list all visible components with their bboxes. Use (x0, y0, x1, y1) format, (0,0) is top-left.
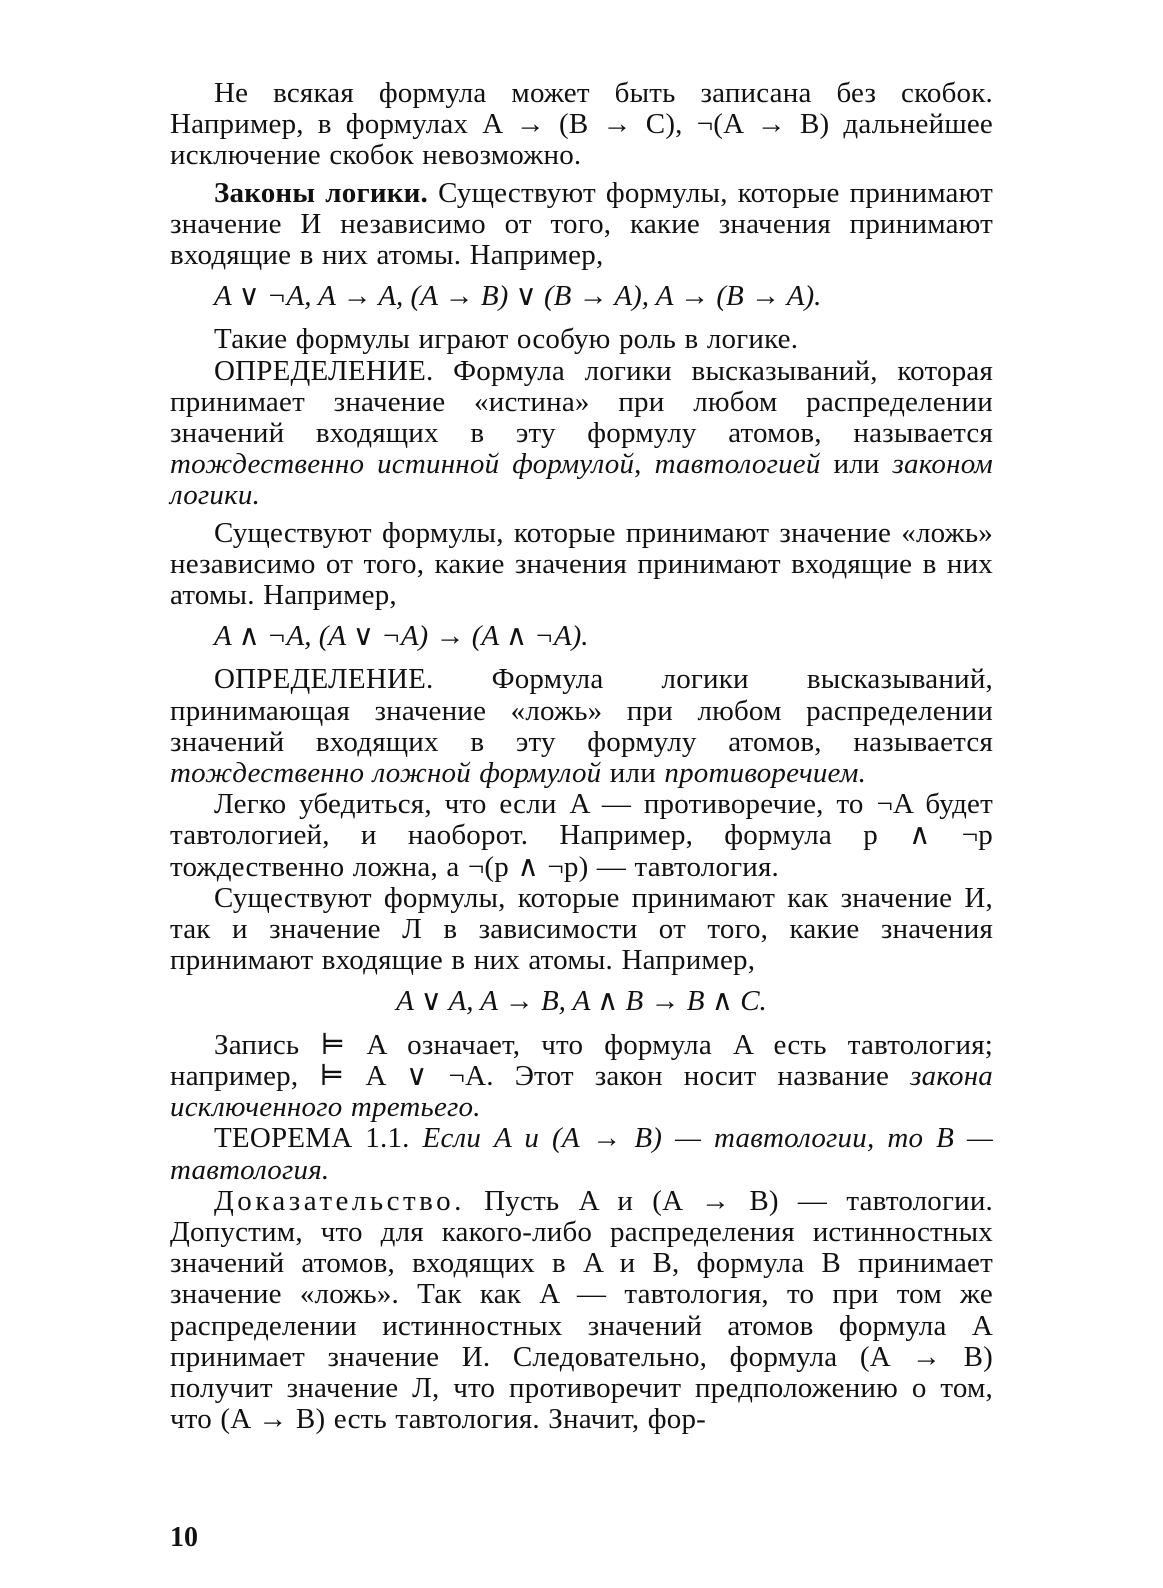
conjunction-or-2: или (601, 757, 665, 790)
definition-contradiction (170, 664, 993, 789)
definition-tautology-text: ОПРЕДЕЛЕНИЕ. Формула логики высказываний, которая принимает значение «истина» при любом распределении значений входящих в эту формулу атомов, называется (170, 354, 993, 450)
definition-contradiction-text: ОПРЕДЕЛЕНИЕ. Формула логики высказываний, принимающая значение «ложь» при любом распределении значений входящих в эту формулу атомов, называется (170, 663, 993, 758)
paragraph-special-role-text: Такие формулы играют особую роль в логике. (214, 323, 799, 356)
proof-text: Пусть A и (A → B) — тавтологии. Допустим, что для какого-либо распределения истинностных значений атомов, входящих в A и B, формула B принимает значение «ложь». Так как A — тавтология, то при том же распределении истинностных значений атомов формула A принимает значение И. Следовательно, формула (A → B) получит значение Л, что противоречит предположению о том, что (A → B) есть тавтология. Значит, фор- (170, 1184, 993, 1436)
formula-tautologies: A ∨ ¬A, A → A, (A → B) ∨ (B → A), A → (B → A). (214, 280, 822, 313)
paragraph-negation (170, 789, 993, 883)
paragraph-brackets (170, 78, 993, 172)
definition-tautology (170, 356, 993, 512)
term-tautology: тавтологией (654, 448, 821, 481)
proof-label: Доказательство. (214, 1184, 465, 1217)
section-heading-logic-laws: Законы логики. (214, 176, 428, 209)
paragraph-notation (170, 1030, 993, 1124)
paragraph-negation-text: Легко убедиться, что если A — противоречие, то ¬A будет тавтологией, и наоборот. Например, формула p ∧ ¬p тождественно ложна, а ¬(p ∧ ¬p) — тавтология. (170, 788, 993, 883)
formula-mixed: A ∨ A, A → B, A ∧ B → B ∧ C. (396, 985, 767, 1018)
conjunction-or: или (820, 448, 893, 481)
theorem-statement: Если A и (A → B) — тавтологии, то B — тавтология. (170, 1122, 993, 1186)
term-contradiction: противоречием. (664, 757, 867, 790)
theorem-1-1 (170, 1123, 993, 1185)
paragraph-logic-laws (170, 178, 993, 272)
paragraph-false-formulas-text: Существуют формулы, которые принимают значение «ложь» независимо от того, какие значения принимают входящие в них атомы. Например, (170, 516, 993, 612)
term-identically-true: тождественно истинной формулой (170, 448, 635, 481)
paragraph-mixed-formulas (170, 883, 993, 977)
paragraph-mixed-formulas-text: Существуют формулы, которые принимают как значение И, так и значение Л в зависимости от того, какие значения принимают входящие в них атомы. Например, (170, 881, 993, 977)
paragraph-notation-text: Запись ⊨ A означает, что формула A есть тавтология; например, ⊨ A ∨ ¬A. Этот закон носит название (170, 1028, 993, 1092)
theorem-label: ТЕОРЕМА 1.1. (214, 1122, 423, 1155)
formula-contradictions: A ∧ ¬A, (A ∨ ¬A) → (A ∧ ¬A). (214, 620, 589, 653)
comma: , (634, 448, 655, 481)
proof (170, 1186, 993, 1436)
paragraph-special-role (170, 324, 993, 355)
page-content (170, 78, 993, 1435)
term-identically-false: тождественно ложной формулой (170, 757, 602, 790)
page-number: 10 (170, 1522, 198, 1553)
paragraph-false-formulas (170, 518, 993, 612)
term-law-of-logic: законом логики. (170, 448, 993, 512)
paragraph-logic-laws-text: Существуют формулы, которые принимают значение И независимо от того, какие значения принимают входящие в них атомы. Например, (170, 176, 993, 272)
paragraph-brackets-text: Не всякая формула может быть записана без скобок. Например, в формулах A → (B → C), ¬(A → B) дальнейшее исключение скобок невозможно. (170, 77, 993, 172)
term-excluded-middle: закона исключенного третьего. (170, 1059, 993, 1124)
